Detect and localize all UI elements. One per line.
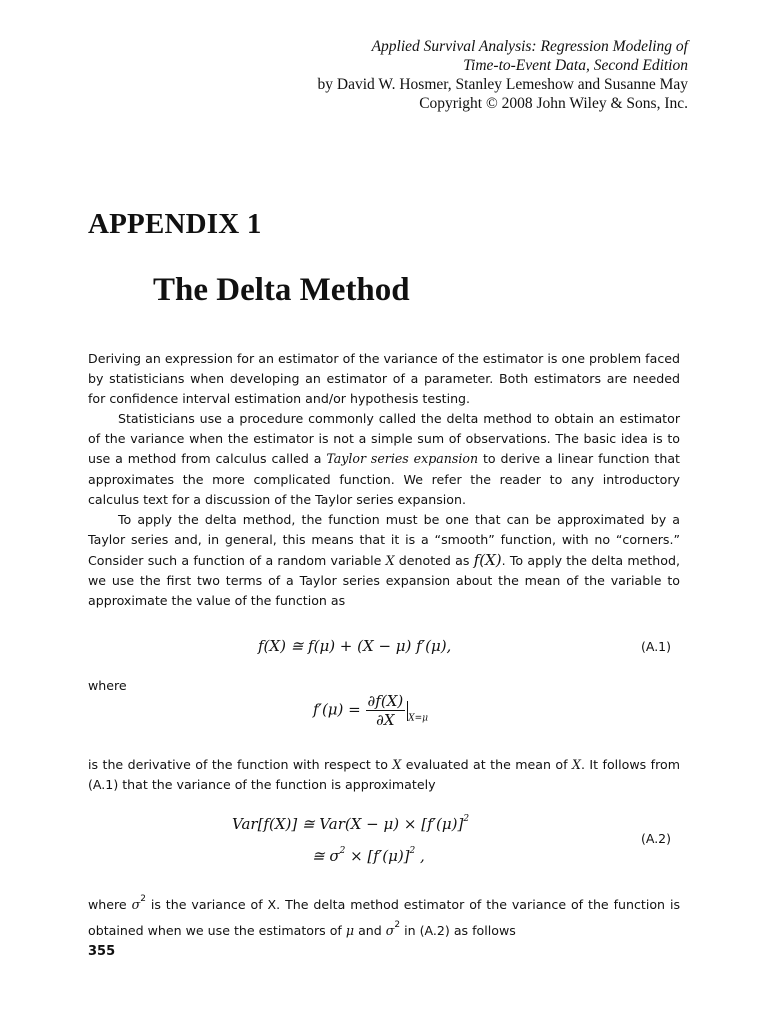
book-title-line2: Time-to-Event Data, Second Edition — [463, 57, 688, 74]
book-title-line1: Applied Survival Analysis: Regression Modeling of — [371, 38, 688, 55]
paragraph-1: Deriving an expression for an estimator of the variance of the estimator is one problem faced by statisticians when developing an estimator of a parameter. Both estimators are needed for confidence interval estimation and/or hypothesis testing. — [88, 351, 680, 407]
paragraph-3-text-b: denoted as — [394, 552, 474, 568]
taylor-series-term: Taylor series expansion — [326, 451, 479, 467]
paragraph-2-text-b: to derive a linear function that approximates the more complicated function. We refer the reader to any introductory calculus text for a discussion of the Taylor series expansion. — [88, 451, 680, 507]
equation-a1-number: (A.1) — [641, 639, 672, 654]
variable-x: X — [392, 757, 402, 772]
paragraph-4-text-b: evaluated at the mean of — [401, 757, 573, 772]
paragraph-2 — [88, 409, 680, 509]
evaluation-point: X=μ — [408, 713, 429, 724]
paragraph-3 — [88, 510, 680, 611]
paragraph-4 — [88, 755, 680, 795]
appendix-label: APPENDIX 1 — [88, 208, 262, 240]
paragraph-4-text-a: is the derivative of the function with respect to — [88, 757, 393, 772]
body-text-block-2 — [88, 755, 680, 795]
derivative-fraction — [366, 692, 406, 729]
page-number: 355 — [88, 944, 116, 959]
chapter-title: The Delta Method — [153, 272, 410, 308]
paragraph-2-text-a: Statisticians use a procedure commonly called the delta method to obtain an estimator of the variance when the estimator is not a simple sum of observations. The basic idea is to use a method from calculus called a — [88, 411, 680, 467]
equation-a2-line2-exponent: 2 — [409, 846, 416, 856]
paragraph-5-text-d: in (A.2) as follows — [400, 923, 516, 939]
paragraph-3-text-a: To apply the delta method, the function must be one that can be approximated by a Taylor series and, in general, this means that it is a “smooth” function, with no “corners.” Consider such a function of a random variable — [88, 511, 680, 568]
mu-symbol: μ — [345, 923, 355, 939]
paragraph-3-text-c: . To apply the delta method, we use the first two terms of a Taylor series expansion about the mean of the variable to approximate the value of the function as — [88, 552, 680, 609]
equation-a2-number: (A.2) — [641, 831, 672, 846]
variable-x: X — [572, 757, 581, 772]
derivative-numerator: ∂f(X) — [367, 692, 404, 710]
sigma-symbol: σ — [131, 897, 141, 912]
sigma-exponent: 2 — [394, 920, 401, 931]
variable-x: X — [385, 552, 395, 568]
equation-a1: f(X) ≅ f(μ) + (X − μ) f′(μ), — [258, 637, 452, 655]
authors-line: by David W. Hosmer, Stanley Lemeshow and Susanne May — [317, 76, 688, 93]
sigma-exponent: 2 — [140, 894, 146, 904]
body-text-block-3 — [88, 889, 680, 941]
equation-a2-line1 — [232, 814, 469, 833]
paragraph-5-text-a: where — [88, 897, 132, 912]
equation-a2-line1-exponent: 2 — [463, 814, 470, 824]
derivative-denominator: ∂X — [376, 711, 395, 729]
paragraph-4-text-c: . It follows from (A.1) that the variance of the function is approximately — [88, 757, 680, 793]
copyright-line: Copyright © 2008 John Wiley & Sons, Inc. — [419, 95, 688, 112]
equation-a2-line2 — [312, 846, 425, 865]
paragraph-5-text-b: is the variance of X. The delta method estimator of the variance of the function is obtained when we use the estimators of — [88, 897, 681, 939]
running-header — [230, 37, 688, 113]
equation-a2-line2-text: × [f′(μ)] — [345, 847, 410, 865]
paragraph-5 — [88, 889, 680, 941]
body-text-block-1 — [88, 349, 680, 611]
equation-a2-sigma: ≅ σ — [312, 847, 340, 865]
derivative-equation — [313, 692, 428, 729]
function-fx: f(X) — [473, 550, 502, 569]
equation-a2-trailing: , — [415, 847, 425, 865]
derivative-lhs: f′(μ) = — [313, 700, 361, 719]
sigma-exponent: 2 — [339, 846, 346, 856]
equation-a2-line1-text: Var[f(X)] ≅ Var(X − μ) × [f′(μ)] — [232, 815, 464, 833]
where-label: where — [88, 678, 127, 693]
sigma-symbol: σ — [385, 923, 395, 939]
paragraph-5-text-c: and — [354, 923, 386, 939]
